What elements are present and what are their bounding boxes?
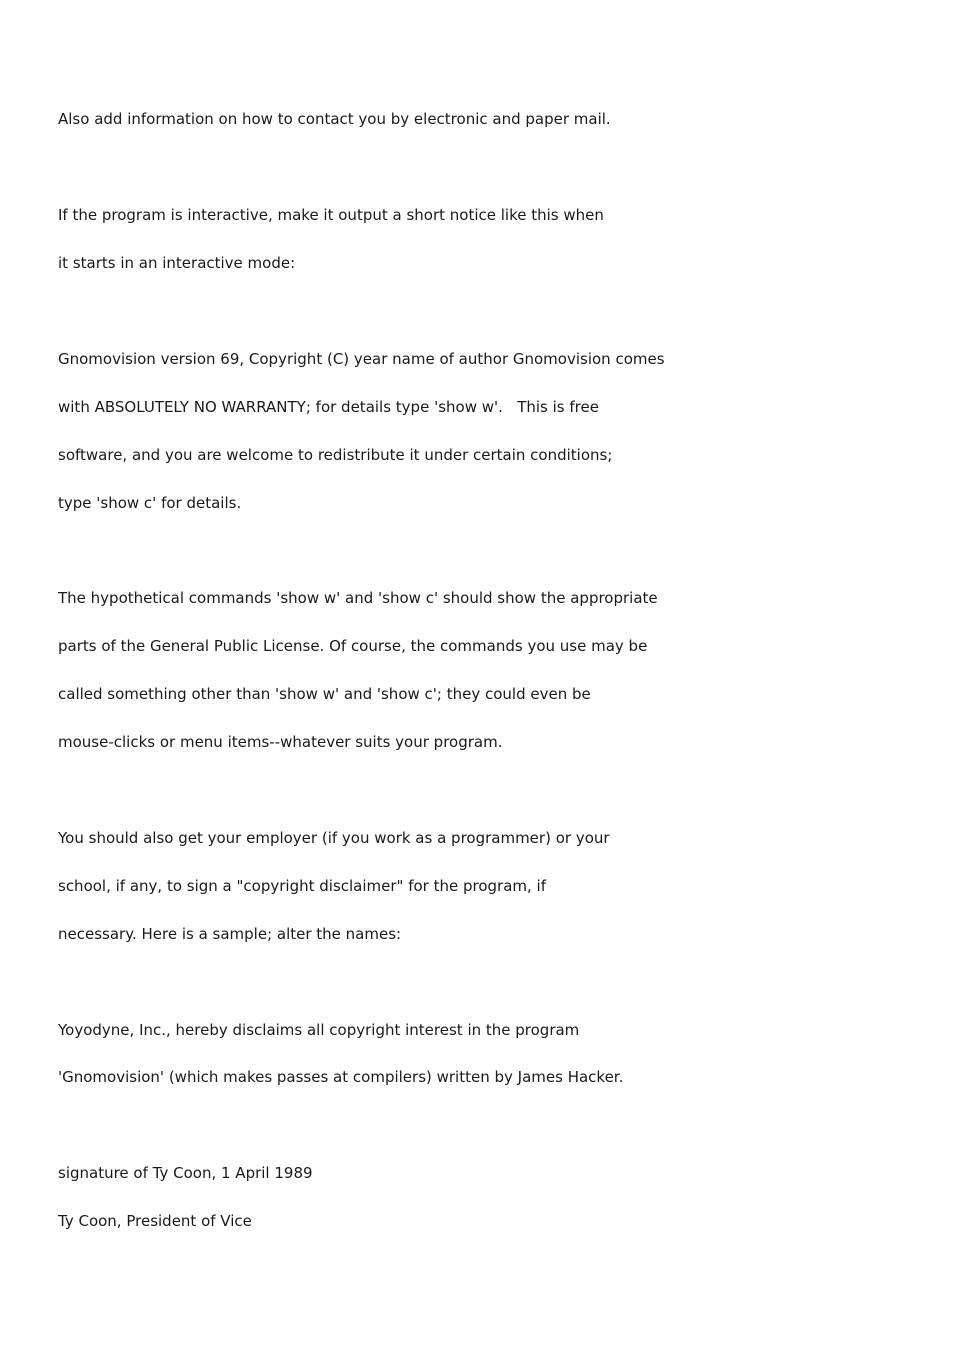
text-line: Yoyodyne, Inc., hereby disclaims all copyright interest in the program [58,1021,580,1039]
text-line: type 'show c' for details. [58,494,242,512]
text-line: called something other than 'show w' and 'show c'; they could even be [58,685,591,703]
text-line: with ABSOLUTELY NO WARRANTY; for details type 'show w'. This is free [58,398,599,416]
text-line: software, and you are welcome to redistribute it under certain conditions; [58,446,613,464]
text-line: Ty Coon, President of Vice [58,1212,252,1230]
text-line: 'Gnomovision' (which makes passes at compilers) written by James Hacker. [58,1068,624,1086]
text-line: The hypothetical commands 'show w' and 'show c' should show the appropriate [58,589,658,607]
text-line: signature of Ty Coon, 1 April 1989 [58,1164,313,1182]
text-line: necessary. Here is a sample; alter the names: [58,925,402,943]
text-line: it starts in an interactive mode: [58,254,296,272]
text-line: school, if any, to sign a "copyright disclaimer" for the program, if [58,877,546,895]
text-line: parts of the General Public License. Of course, the commands you use may be [58,637,648,655]
text-line: If the program is interactive, make it output a short notice like this when [58,206,604,224]
text-line: Gnomovision version 69, Copyright (C) year name of author Gnomovision comes [58,350,665,368]
text-line: mouse-clicks or menu items--whatever suits your program. [58,733,503,751]
text-line: You should also get your employer (if you work as a programmer) or your [58,829,610,847]
text-line: Also add information on how to contact you by electronic and paper mail. [58,110,611,128]
